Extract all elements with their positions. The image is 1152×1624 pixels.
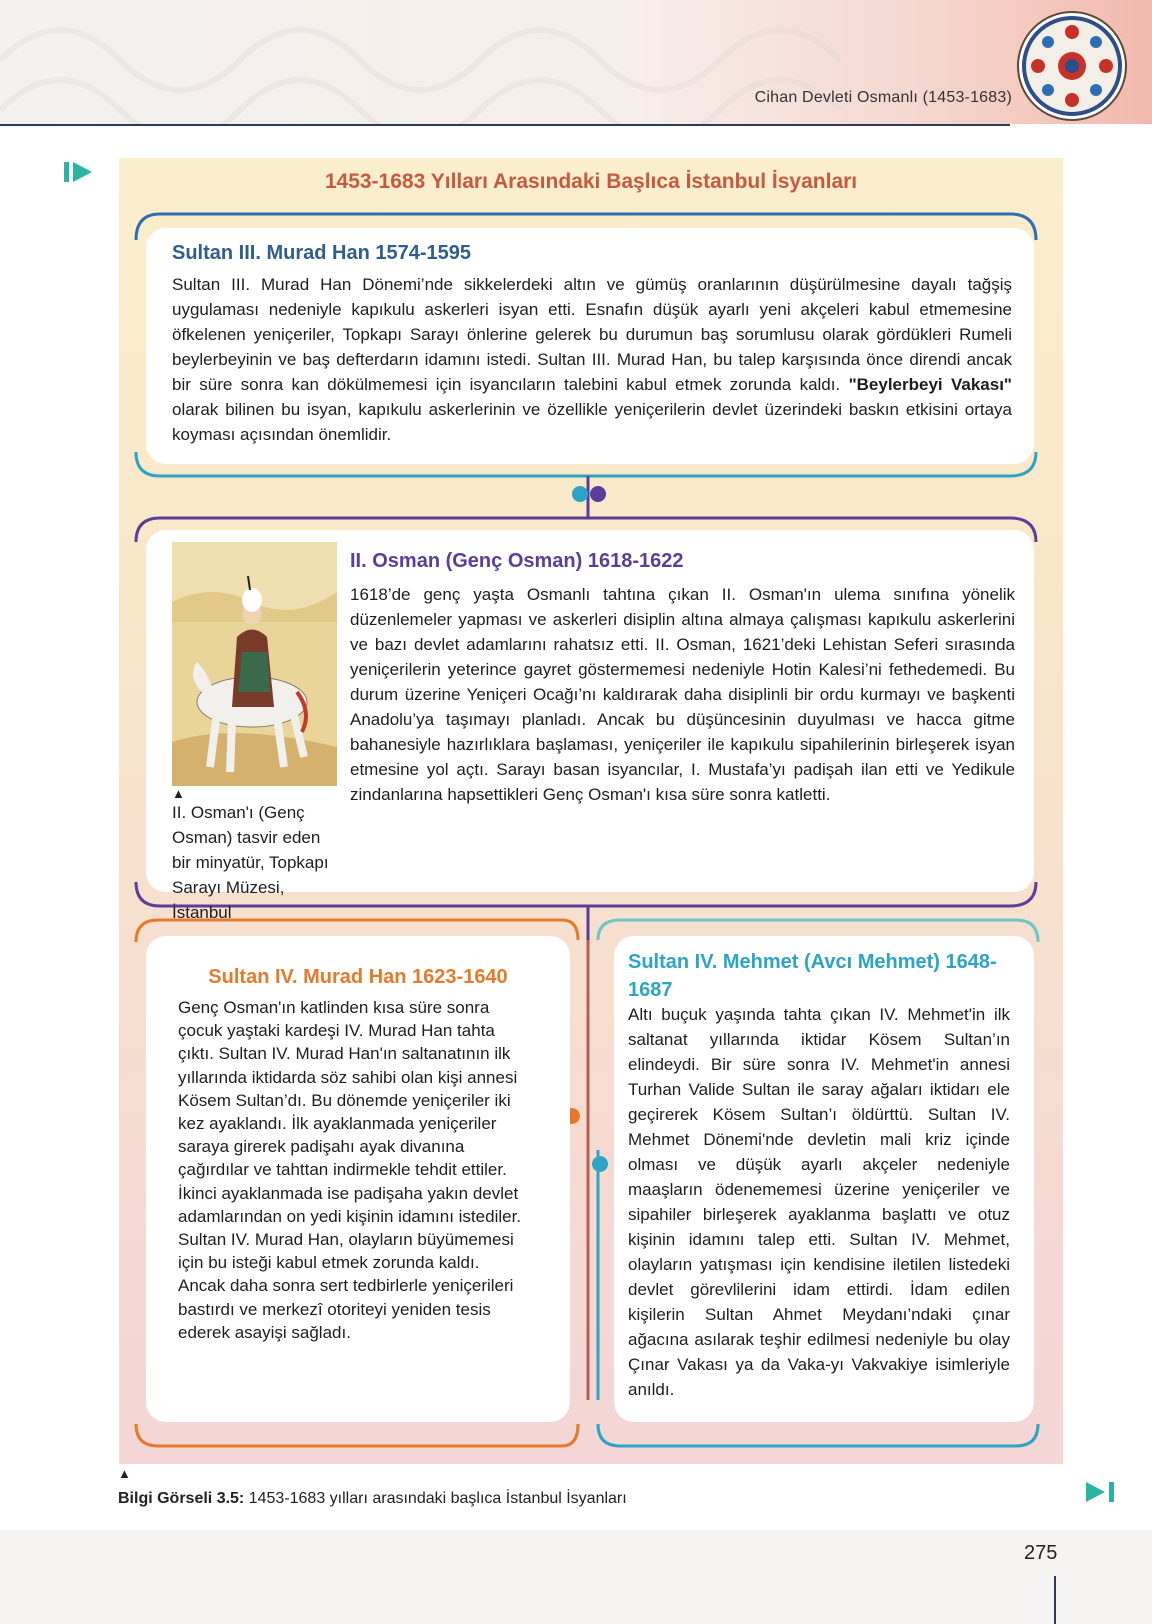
card-mehmet4-text: Altı buçuk yaşında tahta çıkan IV. Mehmet'in ilk saltanat yıllarında iktidar Kösem Sultan’ın elindeydi. Bir süre sonra IV. Mehmet'in annesi Turhan Valide Sultan ile saray ağaları iktidarı ele geçirerek Kösem Sultan’ı öldürttü. Sultan IV. Mehmet Dönemi'nde devletin mali kriz içinde olması ve düşük ayarlı akçeler nedeniyle maaşların ödenememesi üzerine yeniçeriler ve sipahiler birleşerek ayaklanma başlattı ve otuz kişinin idamını talep etti. Sultan IV. Mehmet, olayların yatışması için kendisine iletilen listedeki devlet görevlilerini idam ettirdi. İdam edilen kişilerin Sultan Ahmet Meydanı’ndaki çınar ağacına asılarak teşhir edilmesi nedeniyle bu olay Çınar Vakası ya da Vaka-yı Vakvakiye isimleriyle anıldı. xyxy=(628,1005,1010,1399)
card-murad4 xyxy=(146,936,570,1422)
chapter-title: Cihan Devleti Osmanlı (1453-1683) xyxy=(754,89,1012,106)
triangle-up-icon: ▲ xyxy=(118,1466,131,1481)
figure-caption xyxy=(118,1490,627,1508)
figure-caption-text: 1453-1683 yılları arasındaki başlıca İstanbul İsyanları xyxy=(244,1490,627,1507)
triangle-up-icon: ▲ xyxy=(172,786,185,801)
page-number-rule xyxy=(1054,1576,1056,1624)
infographic-title: 1453-1683 Yılları Arasındaki Başlıca İstanbul İsyanları xyxy=(324,170,858,193)
miniature-painting xyxy=(172,542,337,786)
page-number: 275 xyxy=(1024,1542,1058,1564)
card-murad3-bold-term: "Beylerbeyi Vakası" xyxy=(848,375,1012,394)
card-murad3 xyxy=(146,228,1034,464)
card-murad3-heading: Sultan III. Murad Han 1574-1595 xyxy=(172,242,471,264)
card-osman2 xyxy=(146,530,1034,922)
card-murad3-body-end: olarak bilinen bu isyan, kapıkulu askerlerinin ve özellikle yeniçerilerin devlet üzerindeki baskın etkisini ortaya koyması açısından önemlidir. xyxy=(172,400,1012,444)
card-mehmet4 xyxy=(614,936,1034,1422)
card-murad3-text xyxy=(172,272,1012,447)
card-murad4-heading: Sultan IV. Murad Han 1623-1640 xyxy=(208,966,508,988)
miniature-caption: II. Osman'ı (Genç Osman) tasvir eden bir minyatür, Topkapı Sarayı Müzesi, İstanbul xyxy=(172,803,329,922)
card-murad4-text: Genç Osman'ın katlinden kısa süre sonra çocuk yaştaki kardeşi IV. Murad Han tahta çıktı. Sultan IV. Murad Han'ın saltanatının ilk yıllarında iktidarda söz sahibi olan kişi annesi Kösem Sultan’dı. Bu dönemde yeniçeriler iki kez ayaklandı. İlk ayaklanmada yeniçeriler saraya girerek padişahı ayak divanına çağırdılar ve tahttan indirmekle tehdit ettiler. İkinci ayaklanmada ise padişaha yakın devlet adamlarından on yedi kişinin idamını istediler. Sultan IV. Murad Han, olayların büyümemesi için bu isteği kabul etmek zorunda kaldı. Ancak daha sonra sert tedbirlerle yeniçerileri bastırdı ve merkezî otoriteyi yeniden tesis ederek asayişi sağladı. xyxy=(178,998,522,1342)
card-osman2-text: 1618’de genç yaşta Osmanlı tahtına çıkan II. Osman'ın ulema sınıfına yönelik düzenlemeler yapması ve askerleri disiplin altına almaya çalışması kapıkulu askerlerini ve bazı devlet adamlarını rahatsız etti. II. Osman, 1621’deki Lehistan Seferi sırasında yeniçerilerin yeterince gayret göstermemesi nedeniyle Hotin Kalesi’ni fethedemedi. Bu durum üzerine Yeniçeri Ocağı’nı kaldırarak daha disiplinli bir ordu kurmayı ve başkenti Anadolu’ya taşımayı planladı. Ancak bu düşüncesinin duyulması ve hacca gitme bahanesiyle hazırlıklara başlaması, yeniçeriler ile kapıkulu sipahilerinin birleşerek isyan etmesine yol açtı. Sarayı basan isyancılar, I. Mustafa’yı padişah ilan etti ve Yedikule zindanlarına hapsettikleri Genç Osman'ı kısa süre sonra katletti. xyxy=(350,585,1015,804)
card-osman2-heading: II. Osman (Genç Osman) 1618-1622 xyxy=(350,550,684,572)
card-murad3-body: Sultan III. Murad Han Dönemi’nde sikkelerdeki altın ve gümüş oranlarının düşürülmesine dayalı tağşiş uygulaması nedeniyle kapıkulu askerleri isyan etti. Esnafın düşük ayarlı yeni akçeleri kabul etmemesine öfkelenen yeniçeriler, Topkapı Sarayı önlerine gelerek bu durumun baş sorumlusu olarak gördükleri Rumeli beylerbeyinin ve baş defterdarın idamını istedi. Sultan III. Murad Han, bu talep karşısında önce direndi ancak bir süre sonra kan dökülmemesi için isyancıların talebini kabul etmek zorunda kaldı. xyxy=(172,275,1012,394)
card-mehmet4-heading: Sultan IV. Mehmet (Avcı Mehmet) 1648-1687 xyxy=(628,951,997,1001)
footer-pattern xyxy=(0,1530,1152,1624)
figure-caption-label: Bilgi Görseli 3.5: xyxy=(118,1490,245,1507)
